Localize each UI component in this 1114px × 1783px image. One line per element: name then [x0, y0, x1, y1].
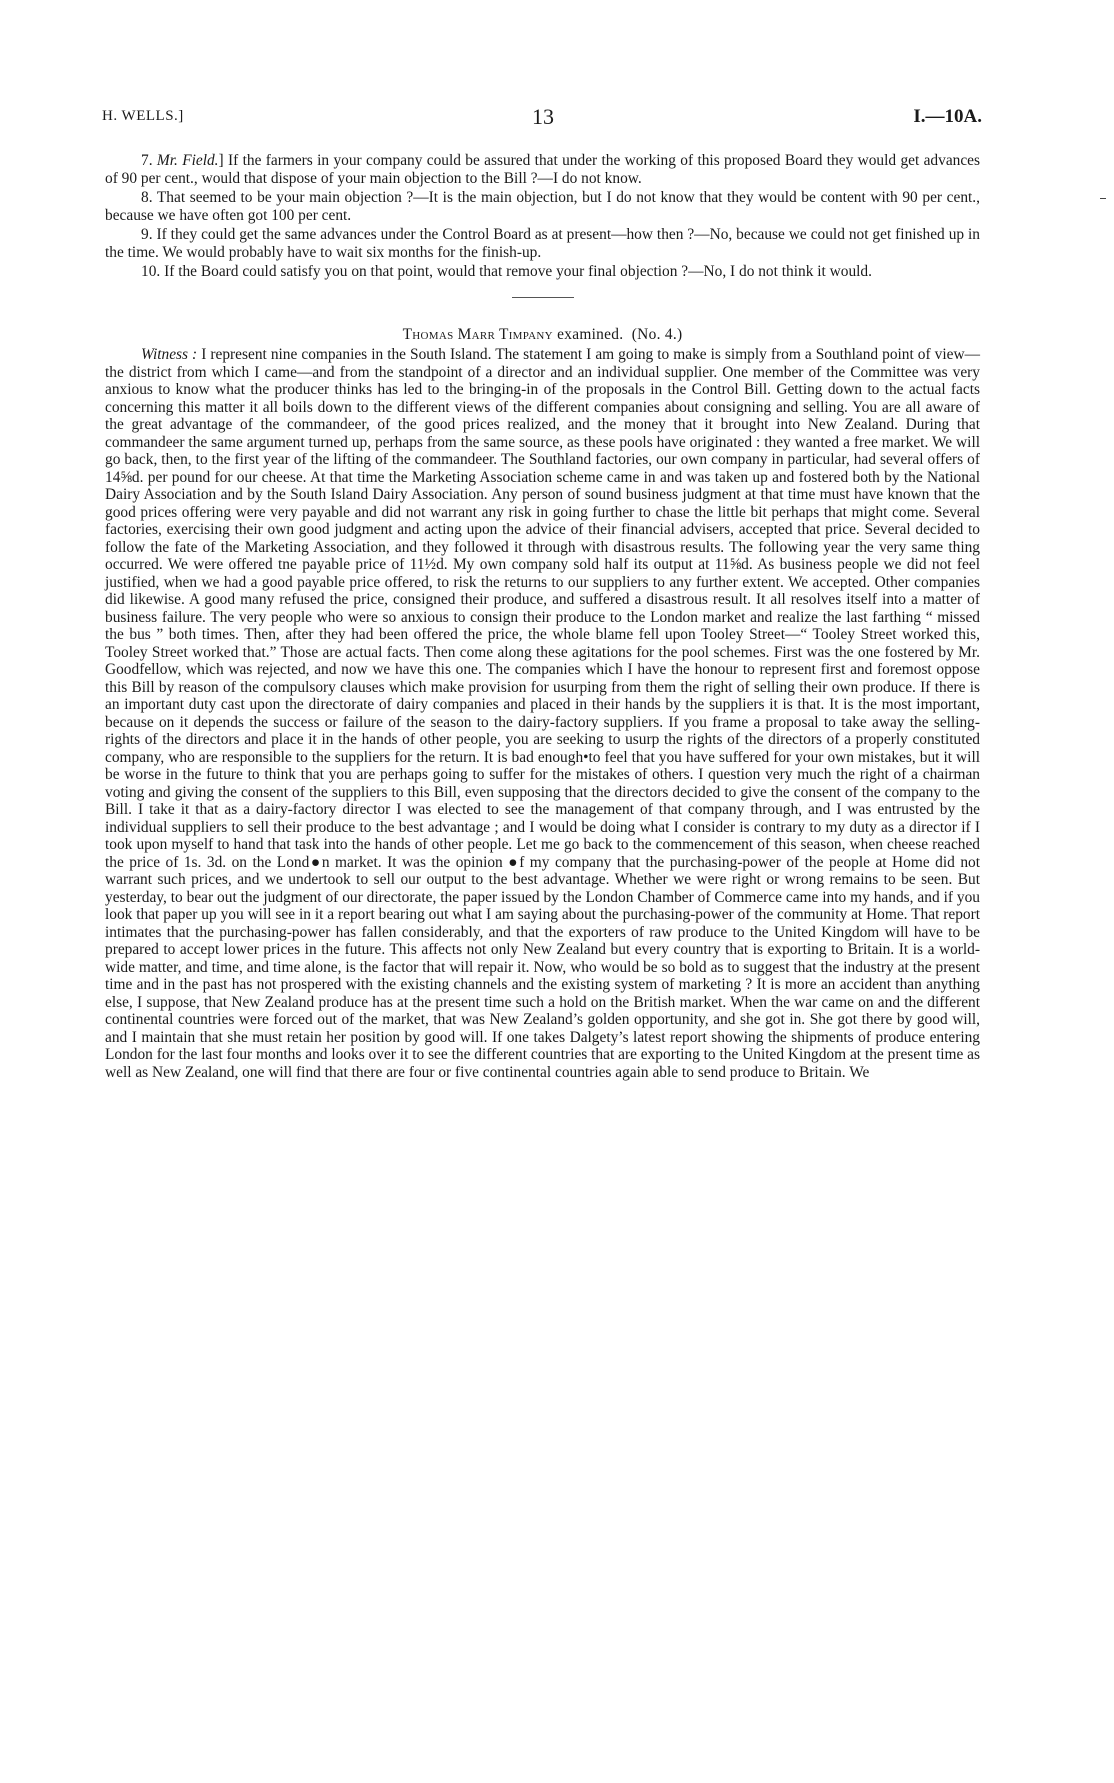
qa-number: 9.	[141, 226, 153, 243]
page-body	[105, 152, 980, 1081]
witness-label: Witness :	[141, 346, 198, 363]
testimony-text: I represent nine companies in the South Island. The statement I am going to make is simply from a Southland point of view—the district from which I came—and from the standpoint of a director and an individual supplier. One member of the Committee was very anxious to know what the producer thinks has led to the bringing-in of the proposals in the Control Bill. Getting down to the actual facts concerning this matter it all boils down to the different views of the different companies about consigning and selling. You are all aware of the great advantage of the commandeer, of the good prices realized, and the money that it brought into New Zealand. During that commandeer the same argument turned up, perhaps from the same source, as these pools have originated : they wanted a free market. We will go back, then, to the first year of the lifting of the commandeer. The Southland factories, our own company in particular, had several offers of 14⅝d. per pound for our cheese. At that time the Marketing Association scheme came in and was taken up and fostered both by the National Dairy Association and by the South Island Dairy Association. Any person of sound business judgment at that time must have known that the good prices offering were very payable and did not warrant any risk in going further to chase the little bit perhaps that might come. Several factories, exercising their own good judgment and acting upon the advice of their financial advisers, accepted that price. Several decided to follow the fate of the Marketing Association, and they followed it through with disastrous results. The following year the very same thing occurred. We were offered tne payable price of 11½d. My own company sold half its output at 11⅝d. As business people we did not feel justified, when we had a good payable price offered, to risk the returns to our suppliers to any further extent. We accepted. Other companies did likewise. A good many refused the price, consigned their produce, and suffered a disastrous result. It all resolves itself into a matter of business failure. The very people who were so anxious to consign their produce to the London market and realize the last farthing “ missed the bus ” both times. Then, after they had been offered the price, the whole blame fell upon Tooley Street—“ Tooley Street worked this, Tooley Street worked that.” Those are actual facts. Then come along these agitations for the pool schemes. First was the one fostered by Mr. Goodfellow, which was rejected, and now we have this one. The companies which I have the honour to represent first and foremost oppose this Bill by reason of the compulsory clauses which make provision for usurping from them the right of selling their own produce. If there is an important duty cast upon the directorate of dairy companies and placed in their hands by the suppliers it is that. It is the most important, because on it depends the success or failure of the season to the dairy-factory suppliers. If you frame a proposal to take away the selling-rights of the directors and place it in the hands of other people, you are seeking to usurp the rights of the directors of a properly constituted company, who are responsible to the suppliers for the return. It is bad enough•to feel that you have suffered for your own mistakes, but it will be worse in the future to think that you are perhaps going to suffer for the mistakes of others. I question very much the right of a chairman voting and giving the consent of the suppliers to this Bill, even supposing that the directors decided to give the consent of the company to the Bill. I take it that as a dairy-factory director I was elected to see the management of that company through, and I was entrusted by the individual suppliers to sell their produce to the best advantage ; and I would be doing what I consider is contrary to my duty as a director if I took upon myself to hand that task into the hands of other people. Let me go back to the commencement of this season, when cheese reached the price of 1s. 3d. on the Lond●n market. It was the opinion ●f my company that the purchasing-power of the people at Home did not warrant such prices, and we undertook to sell our output to the best advantage. Whether we were right or wrong remains to be seen. But yesterday, to bear out the judgment of our directorate, the paper issued by the London Chamber of Commerce came into my hands, and if you look that paper up you will see in it a report bearing out what I am saying about the purchasing-power of the community at Home. That report intimates that the purchasing-power has fallen considerably, and that the exporters of raw produce to the United Kingdom will have to be prepared to accept lower prices in the future. This affects not only New Zealand but every country that is exporting to Britain. It is a world-wide matter, and time, and time alone, is the factor that will repair it. Now, who would be so bold as to suggest that the industry at the present time and in the past has not prospered with the existing channels and the existing system of marketing ? It is more an accident than anything else, I suppose, that New Zealand produce has at the present time such a hold on the British market. When the war came on and the different continental countries were forced out of the market, that was New Zealand’s golden opportunity, and she got in. She got there by good will, and I maintain that she must retain her position by good will. If one takes Dalgety’s latest report showing the shipments of produce entering London for the last four months and looks over it to see the different countries that are exporting to the United Kingdom at the present time as well as New Zealand, one will find that there are four or five continental countries again able to send produce to Britain. We	[105, 346, 980, 1081]
witness-header: H. WELLS.]	[102, 108, 184, 124]
qa-text: If the farmers in your company could be assured that under the working of this proposed Board they would get advances of 90 per cent., would that dispose of your main objection to the Bill ?—I do not know.	[105, 152, 980, 187]
document-reference: I.—10A.	[913, 106, 982, 127]
qa-item: 7. Mr. Field.] If the farmers in your company could be assured that under the working of this proposed Board they would get advances of 90 per cent., would that dispose of your main objection to the Bill ?—I do not know.	[105, 152, 980, 187]
witness-name: Thomas Marr Timpany	[402, 325, 553, 343]
qa-text: That seemed to be your main objection ?—It is the main objection, but I do not know that they would be content with 90 per cent., because we have often got 100 per cent.	[105, 189, 980, 224]
qa-number: 8.	[141, 189, 153, 206]
qa-item	[105, 263, 980, 281]
section-title	[105, 326, 980, 344]
qa-number: 10.	[141, 263, 161, 280]
margin-mark	[1100, 198, 1106, 199]
qa-speaker: Mr. Field.	[156, 152, 219, 169]
section-divider	[512, 297, 574, 298]
witness-number: (No. 4.)	[631, 325, 683, 343]
page-header	[102, 104, 982, 134]
examined-label: examined.	[557, 325, 624, 343]
qa-item	[105, 226, 980, 261]
question-answer-list	[105, 152, 980, 281]
witness-testimony	[105, 346, 980, 1081]
page-number: 13	[532, 104, 554, 129]
qa-text: If the Board could satisfy you on that point, would that remove your final objection ?—No, I do not think it would.	[164, 263, 872, 280]
qa-item	[105, 189, 980, 224]
qa-text: If they could get the same advances under the Control Board as at present—how then ?—No, because we could not get finished up in the time. We would probably have to wait six months for the finish-up.	[105, 226, 980, 261]
qa-number: 7.	[141, 152, 153, 169]
